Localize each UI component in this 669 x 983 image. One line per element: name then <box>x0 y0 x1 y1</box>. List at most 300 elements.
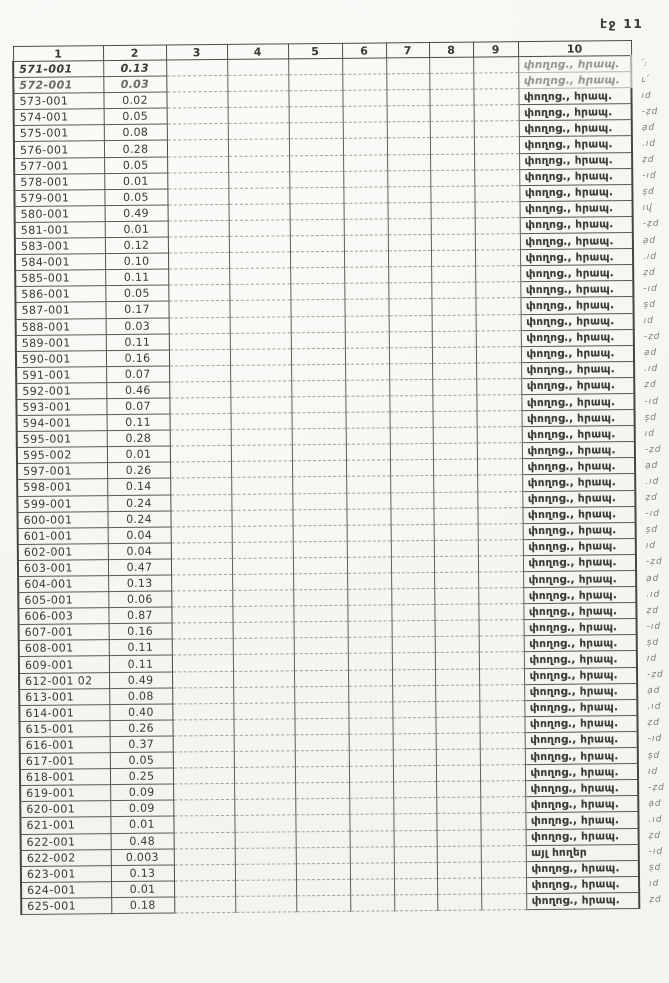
empty-cell <box>296 879 350 896</box>
parcel-id: 577-001 <box>14 157 104 174</box>
area-value: 0.13 <box>103 60 166 77</box>
empty-cell <box>392 637 435 654</box>
empty-cell <box>388 202 431 219</box>
empty-cell <box>480 781 525 798</box>
empty-cell <box>388 267 431 284</box>
empty-cell <box>476 346 521 363</box>
parcel-id: 605-001 <box>18 592 108 609</box>
empty-cell <box>169 349 230 366</box>
empty-cell <box>475 234 520 251</box>
parcel-id: 572-001 <box>13 77 103 94</box>
empty-cell <box>231 413 292 430</box>
empty-cell <box>174 880 235 897</box>
area-value: 0.05 <box>104 157 167 174</box>
empty-cell <box>391 572 434 589</box>
land-use-label: փողոց., հրապ. <box>519 168 632 185</box>
empty-cell <box>171 542 232 559</box>
empty-cell <box>435 701 479 718</box>
area-value: 0.46 <box>106 382 169 399</box>
handwritten-margin-mark: șd <box>644 412 658 423</box>
area-value: 0.24 <box>107 511 170 528</box>
land-use-label: փողոց., հրապ. <box>521 345 634 362</box>
parcel-id: 576-001 <box>14 141 104 158</box>
area-value: 0.28 <box>104 140 167 157</box>
empty-cell <box>430 170 474 187</box>
empty-cell <box>228 188 289 205</box>
area-value: 0.01 <box>104 173 167 190</box>
land-use-label: փողոց., հրապ. <box>518 88 631 105</box>
handwritten-margin-mark: ıվ <box>642 203 653 214</box>
empty-cell <box>227 75 288 92</box>
area-value: 0.08 <box>104 124 167 141</box>
area-value: 0.13 <box>111 865 174 882</box>
land-use-label: փողոց., հրապ. <box>520 297 633 314</box>
empty-cell <box>430 121 474 138</box>
area-value: 0.12 <box>105 237 168 254</box>
empty-cell <box>389 331 432 348</box>
land-use-label: փողոց., հրապ. <box>522 458 635 475</box>
area-value: 0.08 <box>109 688 172 705</box>
empty-cell <box>344 235 388 252</box>
empty-cell <box>347 573 391 590</box>
empty-cell <box>390 460 433 477</box>
empty-cell <box>293 557 347 574</box>
empty-cell <box>230 316 291 333</box>
area-value: 0.05 <box>104 189 167 206</box>
handwritten-margin-mark: ạd <box>643 348 658 359</box>
empty-cell <box>392 717 435 734</box>
parcel-id: 589-001 <box>16 334 106 351</box>
empty-cell <box>391 605 434 622</box>
handwritten-margin-mark: ıd <box>643 315 654 326</box>
empty-cell <box>347 525 391 542</box>
parcel-id: 620-001 <box>20 801 110 818</box>
land-use-label: փողոց., հրապ. <box>524 635 637 652</box>
parcel-id: 597-001 <box>17 463 107 480</box>
handwritten-margin-mark: ạd <box>647 686 661 697</box>
empty-cell <box>386 57 429 74</box>
empty-cell <box>390 412 433 429</box>
empty-cell <box>229 300 290 317</box>
table-body <box>13 55 669 914</box>
empty-cell <box>345 380 389 397</box>
land-register-table <box>12 40 669 915</box>
area-value: 0.25 <box>110 768 173 785</box>
empty-cell <box>347 605 391 622</box>
empty-cell <box>432 395 476 412</box>
parcel-id: 592-001 <box>16 382 106 399</box>
empty-cell <box>234 735 295 752</box>
land-use-label: փողոց., հրապ. <box>523 587 636 604</box>
empty-cell <box>436 781 480 798</box>
land-use-label: փողոց., հրապ. <box>520 200 633 217</box>
area-value: 0.14 <box>107 478 170 495</box>
empty-cell <box>296 895 350 912</box>
empty-cell <box>294 702 348 719</box>
handwritten-margin-mark: ẓd <box>646 605 659 616</box>
empty-cell <box>168 269 229 286</box>
land-use-label: փողոց., հրապ. <box>520 249 633 266</box>
handwritten-margin-mark: -ıd <box>647 734 663 745</box>
empty-cell <box>288 58 342 75</box>
land-use-label: փողոց., հրապ. <box>519 136 632 153</box>
parcel-id: 607-001 <box>19 624 109 641</box>
empty-cell <box>290 251 344 268</box>
parcel-id: 613-001 <box>19 688 109 705</box>
empty-cell <box>433 411 477 428</box>
empty-cell <box>476 395 521 412</box>
empty-cell <box>167 172 228 189</box>
empty-cell <box>345 348 389 365</box>
area-value: 0.04 <box>108 543 171 560</box>
empty-cell <box>473 89 518 106</box>
empty-cell <box>386 90 429 107</box>
empty-cell <box>434 524 478 541</box>
parcel-id: 586-001 <box>15 286 105 303</box>
parcel-id: 616-001 <box>20 737 110 754</box>
empty-cell <box>387 170 430 187</box>
empty-cell <box>387 122 430 139</box>
empty-cell <box>173 816 234 833</box>
area-value: 0.07 <box>106 366 169 383</box>
empty-cell <box>171 574 232 591</box>
empty-cell <box>393 766 436 783</box>
column-header-10: 10 <box>518 41 631 57</box>
handwritten-margin-mark: .ıd <box>641 138 657 149</box>
parcel-id: 575-001 <box>14 125 104 142</box>
empty-cell <box>294 670 348 687</box>
empty-cell <box>173 768 234 785</box>
empty-cell <box>167 124 228 141</box>
empty-cell <box>172 719 233 736</box>
land-use-label: փողոց., հրապ. <box>526 892 639 909</box>
handwritten-margin-mark: -ẓd <box>648 782 665 793</box>
handwritten-margin-mark: -ıd <box>642 171 657 182</box>
empty-cell <box>290 284 344 301</box>
empty-cell <box>230 332 291 349</box>
empty-cell <box>344 299 388 316</box>
empty-cell <box>228 107 289 124</box>
handwritten-margin-mark: ıd <box>645 541 657 552</box>
empty-cell <box>167 188 228 205</box>
empty-cell <box>230 365 291 382</box>
area-value: 0.28 <box>107 430 170 447</box>
empty-cell <box>433 459 477 476</box>
empty-cell <box>230 397 291 414</box>
empty-cell <box>291 348 345 365</box>
column-header-1: 1 <box>13 46 103 62</box>
empty-cell <box>172 703 233 720</box>
empty-cell <box>392 669 435 686</box>
empty-cell <box>231 445 292 462</box>
empty-cell <box>431 282 475 299</box>
empty-cell <box>169 333 230 350</box>
empty-cell <box>232 542 293 559</box>
empty-cell <box>391 556 434 573</box>
parcel-id: 612-001 02 <box>19 672 109 689</box>
column-header-7: 7 <box>386 42 429 57</box>
empty-cell <box>387 154 430 171</box>
area-value: 0.48 <box>111 832 174 849</box>
empty-cell <box>389 379 432 396</box>
empty-cell <box>437 878 481 895</box>
area-value: 0.01 <box>110 816 173 833</box>
empty-cell <box>478 588 523 605</box>
land-use-label: փողոց., հրապ. <box>525 812 638 829</box>
empty-cell <box>230 381 291 398</box>
area-value: 0.26 <box>107 462 170 479</box>
empty-cell <box>433 475 477 492</box>
handwritten-margin-mark: șd <box>643 299 656 310</box>
land-use-label: փողոց., հրապ. <box>521 394 634 411</box>
empty-cell <box>229 204 290 221</box>
empty-cell <box>346 476 390 493</box>
handwritten-margin-mark: șd <box>645 525 659 536</box>
empty-cell <box>289 171 343 188</box>
empty-cell <box>387 186 430 203</box>
land-use-label: փողոց., հրապ. <box>524 715 637 732</box>
empty-cell <box>389 315 432 332</box>
empty-cell <box>343 138 387 155</box>
land-use-label: փողոց., հրապ. <box>525 764 638 781</box>
land-use-label: փողոց., հրապ. <box>524 683 637 700</box>
handwritten-margin-mark: -ẓd <box>643 331 661 343</box>
empty-cell <box>348 669 392 686</box>
handwritten-margin-mark: șd <box>648 863 662 874</box>
handwritten-margin-mark: ạd <box>641 122 656 133</box>
empty-cell <box>342 58 386 75</box>
empty-cell <box>349 798 393 815</box>
parcel-id: 625-001 <box>21 897 111 914</box>
empty-cell <box>229 236 290 253</box>
empty-cell <box>344 267 388 284</box>
empty-cell <box>292 461 346 478</box>
page-number-label: էջ 11 <box>600 16 644 31</box>
parcel-id: 615-001 <box>19 720 109 737</box>
land-use-label: փողոց., հրապ. <box>522 442 635 459</box>
empty-cell <box>435 636 479 653</box>
parcel-id: 619-001 <box>20 785 110 802</box>
parcel-id: 603-001 <box>18 560 108 577</box>
area-value: 0.09 <box>110 784 173 801</box>
land-use-label: փողոց., հրապ. <box>518 72 631 89</box>
area-value: 0.01 <box>111 881 174 898</box>
empty-cell <box>166 59 227 76</box>
parcel-id: 573-001 <box>13 93 103 110</box>
empty-cell <box>348 702 392 719</box>
empty-cell <box>478 556 523 573</box>
area-value: 0.17 <box>105 301 168 318</box>
empty-cell <box>235 831 296 848</box>
empty-cell <box>390 476 433 493</box>
empty-cell <box>233 686 294 703</box>
handwritten-margin-mark: șd <box>646 637 660 648</box>
empty-cell <box>229 284 290 301</box>
parcel-id: 608-001 <box>19 640 109 657</box>
area-value: 0.49 <box>105 205 168 222</box>
empty-cell <box>435 620 479 637</box>
empty-cell <box>232 558 293 575</box>
empty-cell <box>480 797 525 814</box>
empty-cell <box>168 301 229 318</box>
empty-cell <box>434 604 478 621</box>
empty-cell <box>290 219 344 236</box>
parcel-id: 618-001 <box>20 769 110 786</box>
empty-cell <box>386 74 429 91</box>
land-use-label: փողոց., հրապ. <box>519 152 632 169</box>
empty-cell <box>480 749 525 766</box>
area-value: 0.26 <box>109 720 172 737</box>
parcel-id: 604-001 <box>18 576 108 593</box>
handwritten-margin-mark: ıd <box>649 879 660 890</box>
empty-cell <box>394 830 437 847</box>
empty-cell <box>432 315 476 332</box>
empty-cell <box>174 864 235 881</box>
empty-cell <box>293 525 347 542</box>
empty-cell <box>481 861 526 878</box>
handwritten-margin-mark: .ıd <box>648 814 663 825</box>
empty-cell <box>388 251 431 268</box>
empty-cell <box>477 491 522 508</box>
area-value: 0.16 <box>109 623 172 640</box>
handwritten-margin-mark: ıd <box>646 653 658 664</box>
empty-cell <box>346 428 390 445</box>
empty-cell <box>289 155 343 172</box>
empty-cell <box>476 362 521 379</box>
empty-cell <box>233 670 294 687</box>
empty-cell <box>233 622 294 639</box>
empty-cell <box>166 92 227 109</box>
land-use-label: փողոց., հրապ. <box>519 184 632 201</box>
empty-cell <box>167 156 228 173</box>
empty-cell <box>167 140 228 157</box>
empty-cell <box>393 749 436 766</box>
empty-cell <box>235 864 296 881</box>
empty-cell <box>350 879 394 896</box>
margin-spacer <box>631 40 667 55</box>
empty-cell <box>168 204 229 221</box>
empty-cell <box>393 798 436 815</box>
parcel-id: 587-001 <box>15 302 105 319</box>
empty-cell <box>228 155 289 172</box>
empty-cell <box>235 847 296 864</box>
empty-cell <box>170 494 231 511</box>
empty-cell <box>431 250 475 267</box>
empty-cell <box>342 74 386 91</box>
empty-cell <box>295 766 349 783</box>
empty-cell <box>232 574 293 591</box>
empty-cell <box>234 751 295 768</box>
empty-cell <box>477 443 522 460</box>
land-use-label: փողոց., հրապ. <box>519 104 632 121</box>
empty-cell <box>392 653 435 670</box>
land-use-label: փողոց., հրապ. <box>523 522 636 539</box>
empty-cell <box>227 91 288 108</box>
handwritten-margin-mark: ıd <box>641 90 652 101</box>
empty-cell <box>389 363 432 380</box>
empty-cell <box>292 412 346 429</box>
empty-cell <box>389 395 432 412</box>
land-use-label: փողոց., հրապ. <box>518 56 631 73</box>
empty-cell <box>291 396 345 413</box>
empty-cell <box>169 381 230 398</box>
empty-cell <box>429 57 473 74</box>
empty-cell <box>230 349 291 366</box>
empty-cell <box>436 765 480 782</box>
empty-cell <box>349 782 393 799</box>
empty-cell <box>170 446 231 463</box>
handwritten-margin-mark: ẓd <box>649 895 662 906</box>
empty-cell <box>437 862 481 879</box>
empty-cell <box>231 509 292 526</box>
empty-cell <box>473 57 518 74</box>
empty-cell <box>479 668 524 685</box>
empty-cell <box>344 251 388 268</box>
area-value: 0.03 <box>106 318 169 335</box>
parcel-id: 601-001 <box>18 527 108 544</box>
parcel-id: 580-001 <box>15 205 105 222</box>
empty-cell <box>295 750 349 767</box>
handwritten-margin-mark: ẓd <box>643 267 656 278</box>
empty-cell <box>478 539 523 556</box>
area-value: 0.49 <box>109 672 172 689</box>
empty-cell <box>390 508 433 525</box>
empty-cell <box>391 589 434 606</box>
parcel-id: 600-001 <box>17 511 107 528</box>
empty-cell <box>295 799 349 816</box>
empty-cell <box>343 154 387 171</box>
parcel-id: 591-001 <box>16 366 106 383</box>
area-value: 0.24 <box>107 495 170 512</box>
area-value: 0.87 <box>108 607 171 624</box>
empty-cell <box>479 652 524 669</box>
empty-cell <box>431 298 475 315</box>
empty-cell <box>349 814 393 831</box>
empty-cell <box>233 638 294 655</box>
empty-cell <box>481 877 526 894</box>
empty-cell <box>345 396 389 413</box>
empty-cell <box>344 283 388 300</box>
area-value: 0.05 <box>105 285 168 302</box>
empty-cell <box>231 493 292 510</box>
area-value: 0.03 <box>103 76 166 93</box>
empty-cell <box>289 123 343 140</box>
empty-cell <box>478 523 523 540</box>
handwritten-margin-mark: -ıd <box>644 396 659 407</box>
land-use-label: այլ հողեր <box>526 844 639 861</box>
handwritten-margin-mark: ẓd <box>644 380 657 391</box>
empty-cell <box>172 671 233 688</box>
empty-cell <box>296 863 350 880</box>
empty-cell <box>388 235 431 252</box>
empty-cell <box>291 316 345 333</box>
empty-cell <box>479 620 524 637</box>
empty-cell <box>478 572 523 589</box>
empty-cell <box>475 201 520 218</box>
empty-cell <box>235 896 296 913</box>
area-value: 0.11 <box>109 655 172 672</box>
empty-cell <box>169 317 230 334</box>
empty-cell <box>477 475 522 492</box>
empty-cell <box>346 492 390 509</box>
empty-cell <box>350 895 394 912</box>
land-use-label: փողոց., հրապ. <box>526 876 639 893</box>
empty-cell <box>433 492 477 509</box>
empty-cell <box>171 591 232 608</box>
empty-cell <box>233 703 294 720</box>
handwritten-margin-mark: ẓd <box>648 830 662 841</box>
land-use-label: փողոց., հրապ. <box>523 603 636 620</box>
